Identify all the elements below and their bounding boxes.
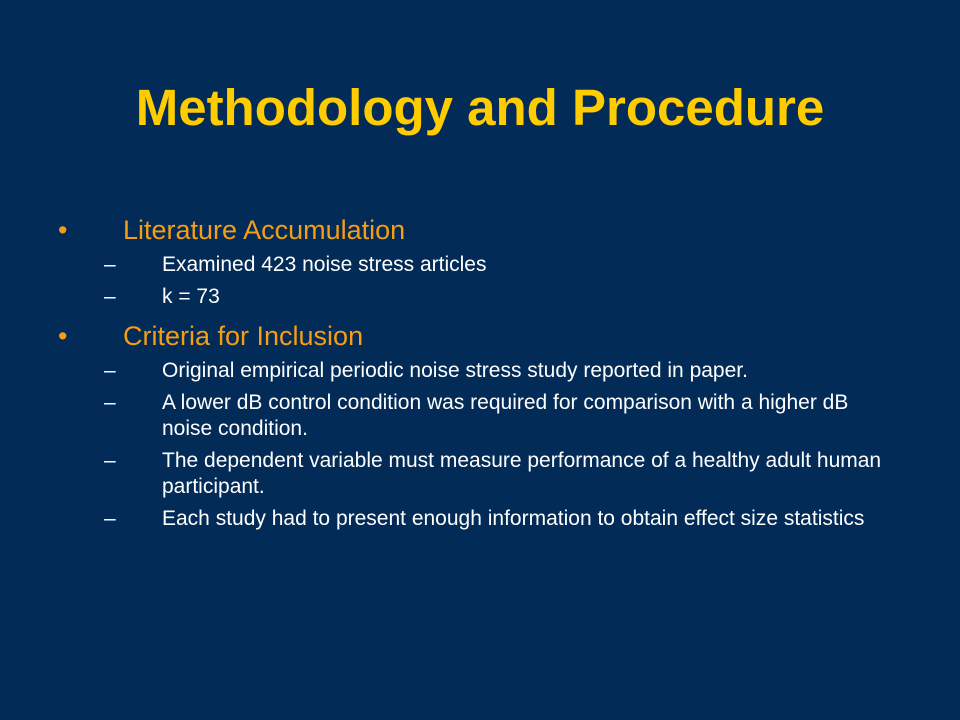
bullet-icon: • <box>58 321 68 351</box>
dash-icon: – <box>104 285 116 308</box>
slide-title: Methodology and Procedure <box>135 79 825 136</box>
section-heading-row <box>0 210 960 250</box>
list-item <box>0 252 960 278</box>
section-heading: Literature Accumulation <box>123 215 406 245</box>
section-heading-row <box>0 316 960 356</box>
dash-icon: – <box>104 391 116 414</box>
section-heading: Criteria for Inclusion <box>123 321 364 351</box>
bullet-icon: • <box>58 215 68 245</box>
list-item-text: Original empirical periodic noise stress study reported in paper. <box>162 359 748 382</box>
list-item-text: A lower dB control condition was required for comparison with a higher dB noise condition. <box>162 391 849 440</box>
list-item <box>0 390 960 442</box>
dash-icon: – <box>104 507 116 530</box>
section-literature-accumulation <box>0 210 960 310</box>
dash-icon: – <box>104 253 116 276</box>
dash-icon: – <box>104 449 116 472</box>
list-item <box>0 358 960 384</box>
sub-list <box>0 252 960 310</box>
dash-icon: – <box>104 359 116 382</box>
list-item <box>0 284 960 310</box>
list-item-text: Examined 423 noise stress articles <box>162 253 487 276</box>
list-item-text: k = 73 <box>162 285 220 308</box>
list-item <box>0 506 960 532</box>
section-criteria-for-inclusion <box>0 316 960 532</box>
slide-content <box>0 210 960 538</box>
list-item-text: The dependent variable must measure performance of a healthy adult human participant. <box>162 449 882 498</box>
list-item <box>0 448 960 500</box>
list-item-text: Each study had to present enough information to obtain effect size statistics <box>162 507 865 530</box>
sub-list <box>0 358 960 532</box>
